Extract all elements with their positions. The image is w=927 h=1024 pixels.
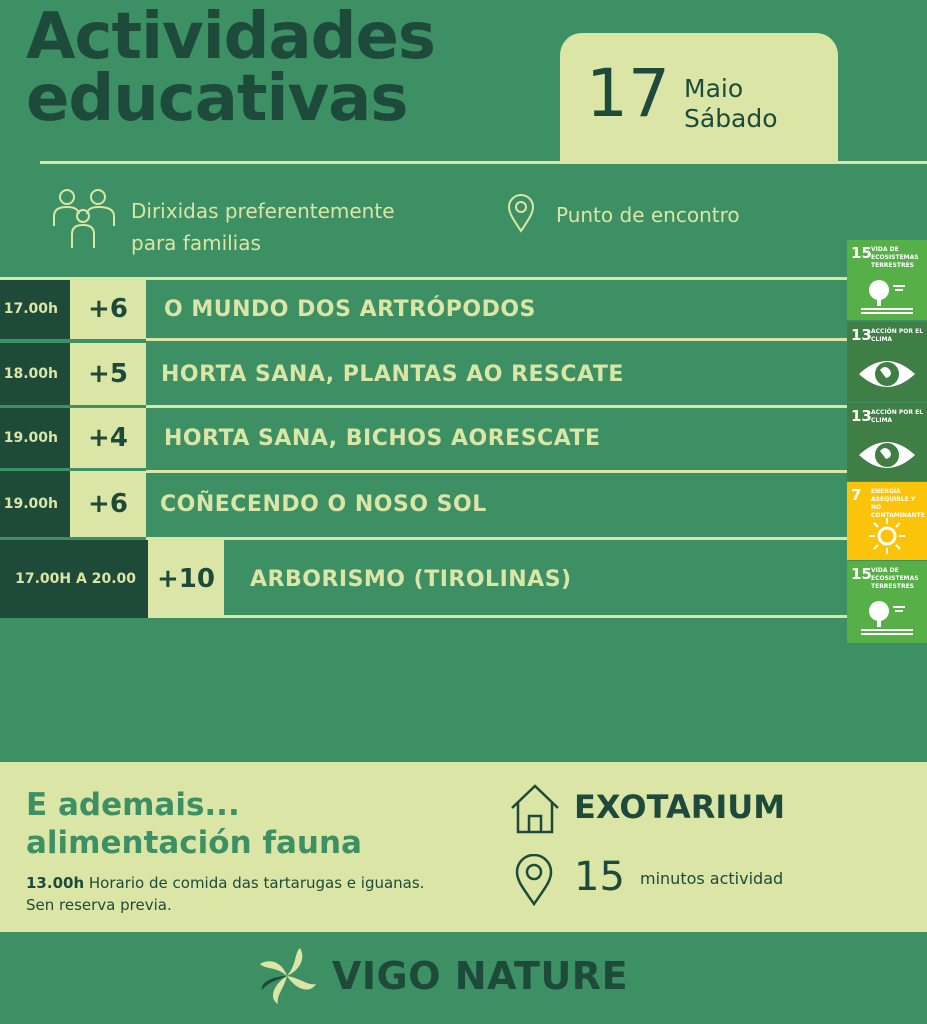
activity-time: 18.00h: [0, 343, 70, 405]
extra-title-line-1: E ademais...: [26, 787, 240, 823]
ods-number: 13: [851, 326, 872, 344]
activity-title: ARBORISMO (TIROLINAS): [250, 566, 572, 592]
extra-description: [26, 872, 426, 916]
eye-globe-icon: [847, 352, 927, 396]
meeting-point-text: Punto de encontro: [556, 203, 740, 227]
ods-label: VIDA DE ECOSISTEMAS TERRESTRES: [871, 567, 919, 590]
activity-age: +4: [70, 408, 146, 468]
brand-footer: [256, 946, 628, 1006]
duration-value: 15: [574, 854, 625, 900]
venue-name: EXOTARIUM: [574, 788, 786, 826]
ods-badge: [847, 482, 927, 560]
ods-badge: [847, 561, 927, 643]
page-title: [26, 0, 435, 136]
activity-time: 17.00H A 20.00: [0, 540, 148, 618]
date-weekday: Sábado: [684, 104, 778, 133]
activity-row: [0, 471, 847, 537]
row-divider: [146, 338, 847, 341]
activity-time: 19.00h: [0, 408, 70, 468]
ods-label: ACCIÓN POR EL CLIMA: [871, 409, 924, 424]
activity-row: [0, 343, 847, 405]
activity-row: [0, 540, 847, 618]
row-divider: [224, 615, 847, 618]
eye-globe-icon: [847, 433, 927, 477]
row-divider: [146, 470, 847, 473]
extra-description-text: Horario de comida das tartarugas e iguanas. Sen reserva previa.: [26, 874, 425, 914]
ods-badge: [847, 403, 927, 481]
extra-title-line-2: alimentación fauna: [26, 825, 362, 861]
ods-number: 15: [851, 565, 872, 583]
activity-row: [0, 279, 847, 339]
activity-title: O MUNDO DOS ARTRÓPODOS: [164, 296, 536, 322]
activity-row: [0, 408, 847, 468]
location-pin-icon: [514, 854, 554, 906]
family-icon: [52, 188, 116, 250]
audience-text: Dirixidas preferentemente para familias: [131, 199, 395, 255]
title-line-1: Actividades: [26, 0, 435, 74]
location-pin-icon: [507, 193, 535, 233]
activity-time: 17.00h: [0, 279, 70, 339]
brand-name: VIGO NATURE: [332, 954, 629, 998]
activity-age: +10: [148, 540, 224, 618]
title-line-2: educativas: [26, 62, 408, 136]
row-divider: [0, 277, 847, 280]
tree-icon: [847, 597, 927, 637]
extra-title: [26, 786, 362, 862]
ods-label: ACCIÓN POR EL CLIMA: [871, 328, 924, 343]
date-box: [560, 33, 838, 163]
vigo-nature-logo-icon: [256, 946, 318, 1006]
activity-title: HORTA SANA, PLANTAS AO RESCATE: [161, 361, 624, 387]
ods-badge: [847, 322, 927, 402]
date-month: Maio: [684, 74, 744, 103]
ods-label: VIDA DE ECOSISTEMAS TERRESTRES: [871, 246, 919, 269]
activity-age: +6: [70, 471, 146, 537]
ods-number: 13: [851, 407, 872, 425]
tree-icon: [847, 276, 927, 316]
activity-time: 19.00h: [0, 471, 70, 537]
duration-label: minutos actividad: [640, 869, 784, 888]
header-divider: [40, 161, 927, 164]
row-divider: [146, 537, 847, 540]
activity-title: COÑECENDO O NOSO SOL: [160, 491, 487, 517]
date-day: 17: [586, 55, 670, 132]
extra-activity-band: [0, 762, 927, 932]
ods-badge: [847, 240, 927, 320]
sun-icon: [847, 514, 927, 558]
extra-time: 13.00h: [26, 874, 85, 892]
row-divider: [146, 405, 847, 408]
activity-age: +5: [70, 343, 146, 405]
home-icon: [509, 782, 561, 836]
activity-title: HORTA SANA, BICHOS AORESCATE: [164, 425, 601, 451]
ods-number: 15: [851, 244, 872, 262]
ods-label: ENERGÍA ASEQUIBLE Y NO CONTAMINANTE: [871, 488, 925, 519]
ods-number: 7: [851, 486, 862, 504]
activity-age: +6: [70, 279, 146, 339]
